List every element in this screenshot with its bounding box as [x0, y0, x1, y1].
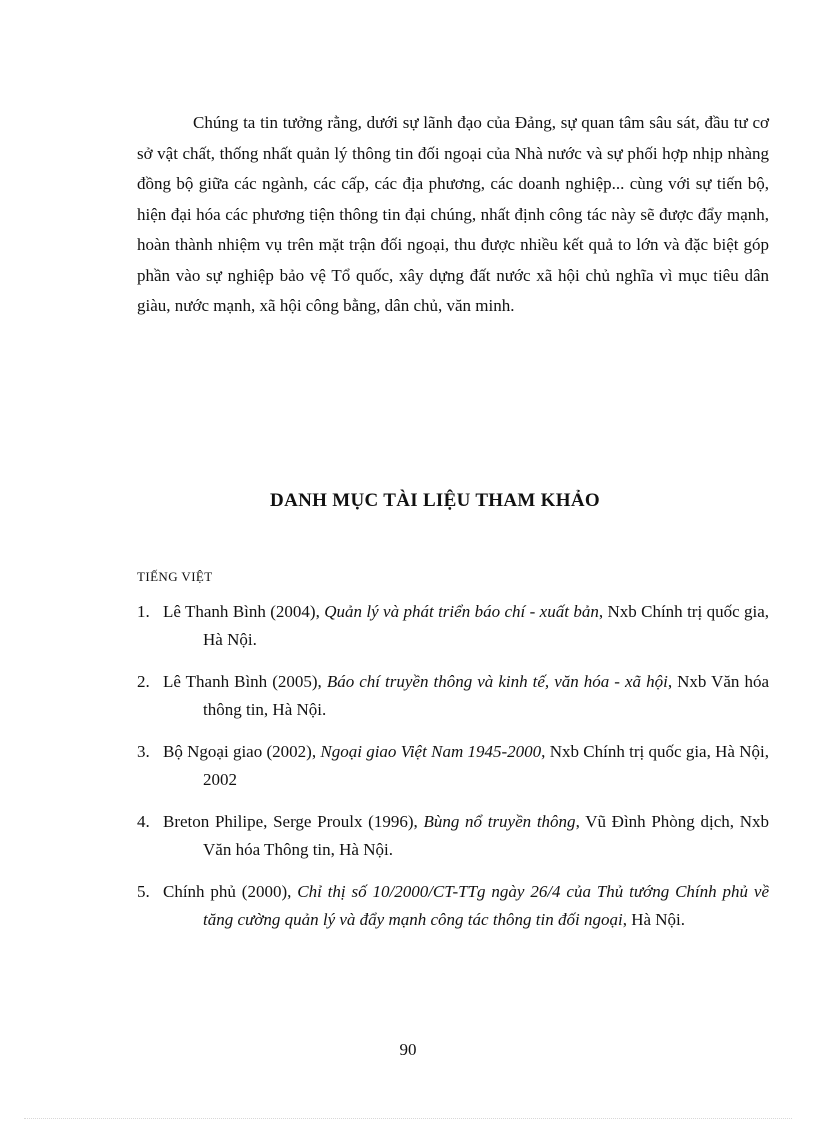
- reference-item: [137, 808, 769, 864]
- reference-text: [163, 742, 769, 789]
- reference-authors: Breton Philipe, Serge Proulx (1996),: [163, 812, 424, 831]
- reference-number: 2.: [137, 672, 150, 691]
- reference-number: 4.: [137, 812, 150, 831]
- reference-text: [163, 882, 769, 929]
- reference-item: [137, 738, 769, 794]
- reference-publisher: , Hà Nội.: [622, 910, 686, 929]
- reference-number: 1.: [137, 602, 150, 621]
- reference-authors: Bộ Ngoại giao (2002),: [163, 742, 321, 761]
- reference-item: [137, 878, 769, 934]
- reference-number: 3.: [137, 742, 150, 761]
- reference-publisher: , Nxb Chính trị quốc gia, Hà Nội.: [203, 602, 770, 649]
- references-heading: DANH MỤC TÀI LIỆU THAM KHẢO: [270, 490, 600, 511]
- page-bottom-divider: [24, 1118, 792, 1119]
- reference-authors: Lê Thanh Bình (2004),: [163, 602, 325, 621]
- reference-authors: Lê Thanh Bình (2005),: [163, 672, 327, 691]
- reference-text: [163, 672, 769, 719]
- reference-publisher: , Vũ Đình Phòng dịch, Nxb Văn hóa Thông tin, Hà Nội.: [203, 812, 769, 859]
- reference-item: [137, 598, 769, 654]
- page-number: 90: [399, 1040, 417, 1059]
- reference-title: Quản lý và phát triển báo chí - xuất bản: [324, 602, 599, 621]
- reference-text: [163, 602, 770, 649]
- body-paragraph: Chúng ta tin tưởng rằng, dưới sự lãnh đạo của Đảng, sự quan tâm sâu sát, đầu tư cơ sở vật chất, thống nhất quản lý thông tin đối ngoại của Nhà nước và sự phối hợp nhịp nhàng đồng bộ giữa các ngành, các cấp, các địa phương, các doanh nghiệp... cùng với sự tiến bộ, hiện đại hóa các phương tiện thông tin đại chúng, nhất định công tác này sẽ được đẩy mạnh, hoàn thành nhiệm vụ trên mặt trận đối ngoại, thu được nhiều kết quả to lớn và đặc biệt góp phần vào sự nghiệp bảo vệ Tổ quốc, xây dựng đất nước xã hội chủ nghĩa vì mục tiêu dân giàu, nước mạnh, xã hội công bằng, dân chủ, văn minh.: [137, 113, 769, 315]
- reference-authors: Chính phủ (2000),: [163, 882, 298, 901]
- reference-publisher: , Nxb Văn hóa thông tin, Hà Nội.: [203, 672, 769, 719]
- reference-text: [163, 812, 769, 859]
- reference-publisher: , Nxb Chính trị quốc gia, Hà Nội, 2002: [203, 742, 769, 789]
- references-section-label: TIẾNG VIỆT: [137, 569, 213, 584]
- reference-title: Chỉ thị số 10/2000/CT-TTg ngày 26/4 của Thủ tướng Chính phủ về tăng cường quản lý và đẩy mạnh công tác thông tin đối ngoại: [203, 882, 769, 929]
- reference-title: Báo chí truyền thông và kinh tế, văn hóa - xã hội: [326, 672, 668, 691]
- reference-title: Ngoại giao Việt Nam 1945-2000: [320, 742, 542, 761]
- reference-number: 5.: [137, 882, 150, 901]
- reference-item: [137, 668, 769, 724]
- reference-title: Bùng nổ truyền thông: [423, 812, 576, 831]
- reference-list: [137, 598, 769, 948]
